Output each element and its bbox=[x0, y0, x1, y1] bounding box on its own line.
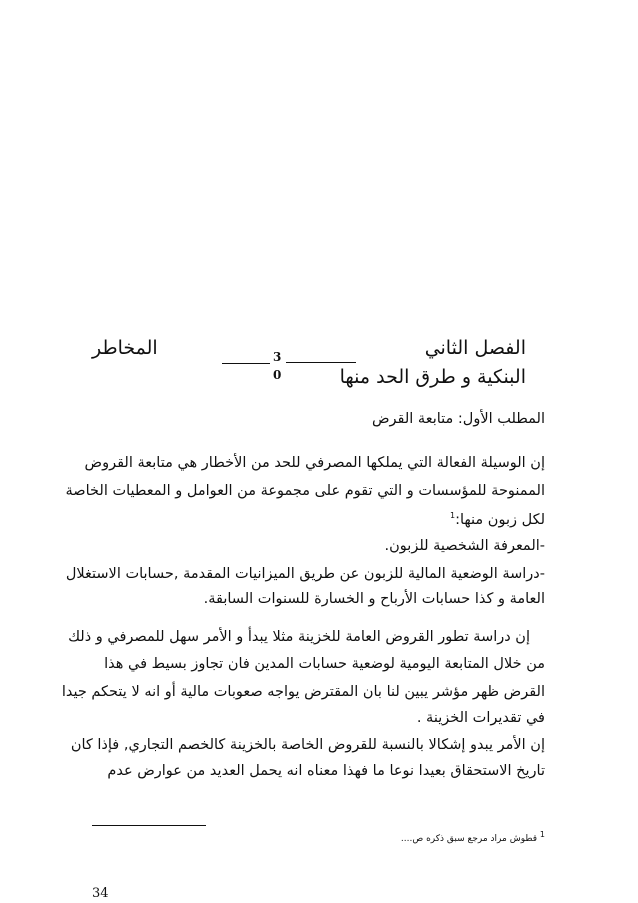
fraction-top: 3 bbox=[273, 350, 282, 364]
chapter-title-risks: المخاطر bbox=[92, 337, 158, 359]
footnote-marker: 1 bbox=[539, 830, 545, 839]
bullet-2-cont: العامة و كذا حسابات الأرباح و الخسارة للسنوات السابقة. bbox=[203, 591, 545, 607]
footnote-text: قطوش مراد مرجع سبق ذكره ص.... bbox=[400, 834, 538, 844]
page-number: 34 bbox=[92, 886, 109, 901]
footnote-rule bbox=[92, 825, 206, 826]
chapter-title: الفصل الثاني bbox=[424, 337, 526, 359]
paragraph1-line3 bbox=[450, 511, 545, 528]
header-rule-left bbox=[222, 363, 270, 364]
paragraph2-line2: من خلال المتابعة اليومية لوضعية حسابات المدين فان تجاوز بسيط في هذا bbox=[104, 656, 545, 672]
paragraph2-line6: تاريخ الاستحقاق بعيدا نوعا ما فهذا معناه انه يحمل العديد من عوارض عدم bbox=[107, 763, 545, 779]
paragraph2-line3: القرض ظهر مؤشر يبين لنا بان المقترض يواجه صعوبات مالية أو انه لا يتحكم جيدا bbox=[61, 684, 545, 700]
paragraph2-line1: إن دراسة تطور القروض العامة للخزينة مثلا يبدأ و الأمر سهل للمصرفي و ذلك bbox=[68, 629, 530, 645]
bullet-2: -دراسة الوضعية المالية للزبون عن طريق الميزانيات المقدمة ,حسابات الاستغلال bbox=[65, 566, 545, 582]
fraction-bottom: 0 bbox=[273, 368, 282, 382]
paragraph1-line2: الممنوحة للمؤسسات و التي تقوم على مجموعة من العوامل و المعطيات الخاصة bbox=[65, 483, 545, 499]
header-rule-right bbox=[286, 362, 356, 363]
paragraph1-line1: إن الوسيلة الفعالة التي يملكها المصرفي للحد من الأخطار هي متابعة القروض bbox=[84, 455, 545, 471]
chapter-subtitle: البنكية و طرق الحد منها bbox=[339, 366, 526, 388]
paragraph2-line5: إن الأمر يبدو إشكالا بالنسبة للقروض الخاصة بالخزينة كالخصم التجاري, فإذا كان bbox=[70, 737, 545, 753]
paragraph2-line4: في تقديرات الخزينة . bbox=[416, 710, 545, 726]
footnote-reference: 1 bbox=[449, 511, 456, 520]
bullet-1: -المعرفة الشخصية للزبون. bbox=[384, 538, 545, 554]
paragraph1-line3-text: لكل زبون منها: bbox=[455, 511, 545, 528]
footnote bbox=[401, 830, 545, 844]
section-title: المطلب الأول: متابعة القرض bbox=[372, 411, 545, 427]
